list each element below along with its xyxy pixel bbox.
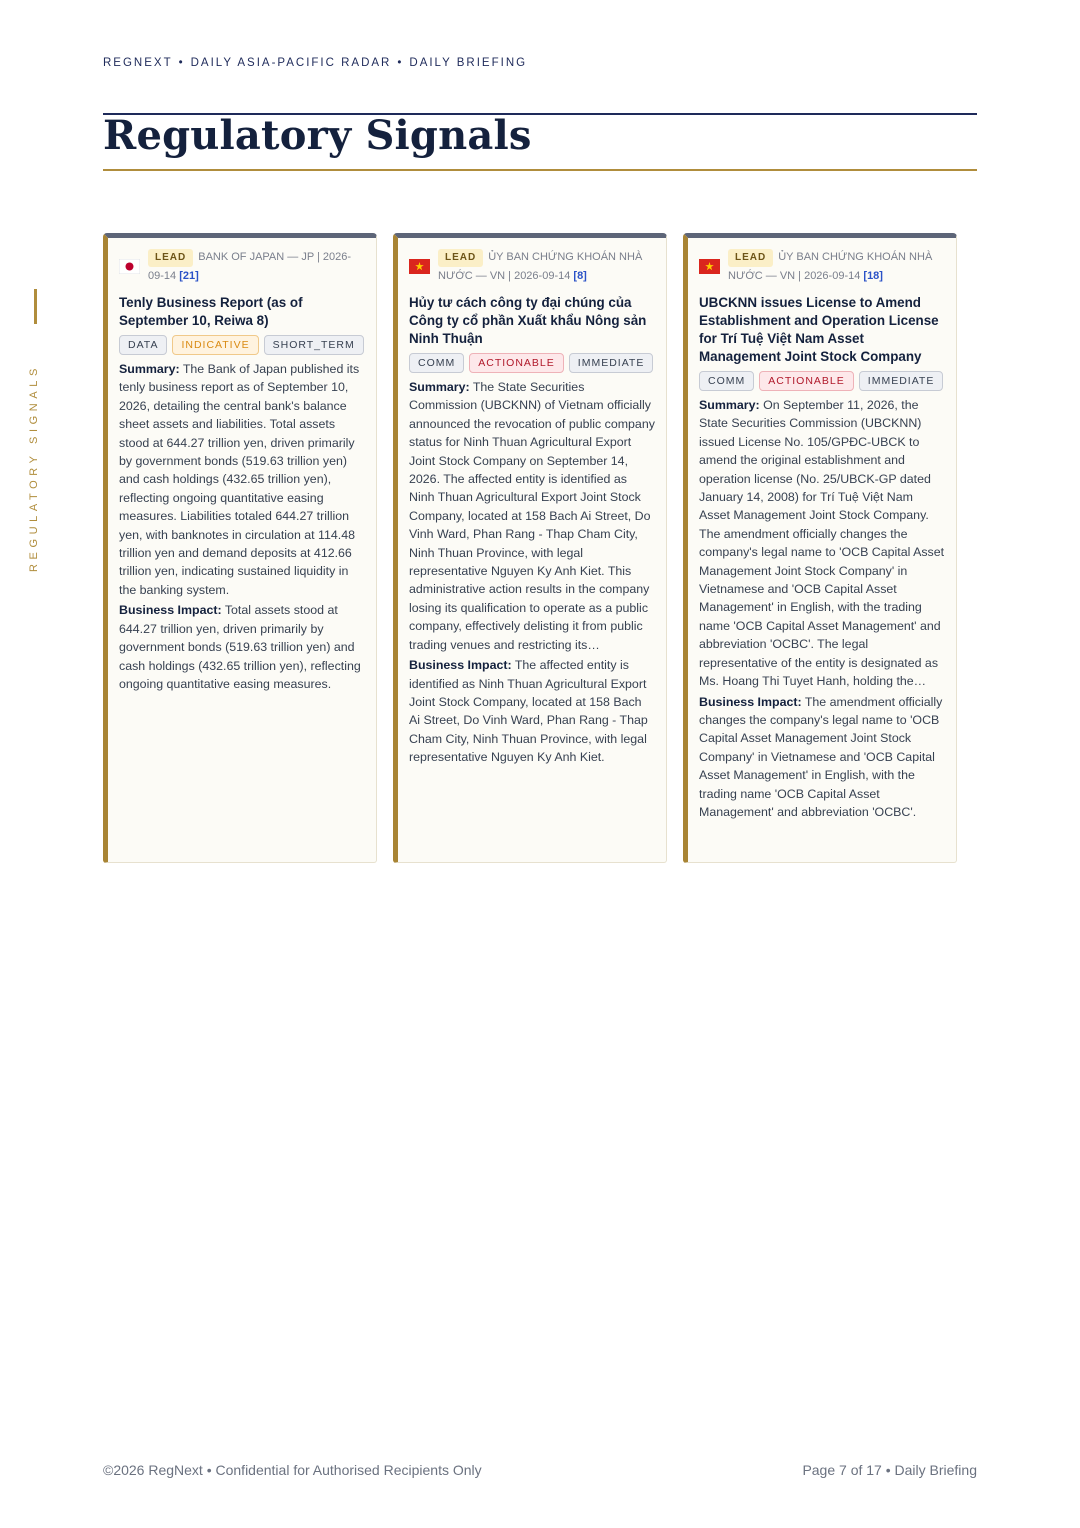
card-title[interactable]: UBCKNN issues License to Amend Establishment and Operation License for Trí Tuệ Việt Nam Asset Management Joint Stock Company	[699, 295, 939, 364]
impact-label: Business Impact:	[409, 658, 512, 673]
tag-immediate: IMMEDIATE	[569, 353, 654, 373]
signal-card	[683, 233, 957, 863]
card-title[interactable]: Hủy tư cách công ty đại chúng của Công ty cổ phần Xuất khẩu Nông sản Ninh Thuận	[409, 295, 647, 346]
impact-label: Business Impact:	[699, 694, 802, 709]
tag-row	[699, 371, 945, 391]
summary-text: On September 11, 2026, the State Securities Commission (UBCKNN) issued License No. 105/GPĐC-UBCK to amend the original establishment and operation license (No. 25/UBCK-GP dated January 14, 2008) for Trí Tuệ Việt Nam Asset Management Joint Stock Company. The amendment officially changes the company's legal name to 'OCB Capital Asset Management Joint Stock Company' in Vietnamese and 'OCB Capital Asset Management' in English, with the trading name 'OCB Capital Asset Management' and abbreviation 'OCBC'. The legal representative of the entity is designated as Ms. Hoang Thi Tuyet Hanh, holding the…	[699, 398, 945, 689]
citation-link[interactable]: [21]	[179, 270, 199, 282]
card-source: ỦY BAN CHỨNG KHOÁN NHÀ NƯỚC — VN | 2026-09-14	[438, 251, 643, 282]
card-summary	[699, 396, 945, 691]
impact-text: Total assets stood at 644.27 trillion yen, driven primarily by government bonds (519.63 trillion yen) and cash holdings (432.65 trillion yen), reflecting ongoing quantitative easing measures.	[119, 603, 361, 691]
card-business-impact	[119, 601, 365, 693]
signal-card	[103, 233, 377, 863]
card-title[interactable]: Tenly Business Report (as of September 10, Reiwa 8)	[119, 295, 303, 328]
tag-actionable: ACTIONABLE	[759, 371, 854, 391]
card-source: ỦY BAN CHỨNG KHOÁN NHÀ NƯỚC — VN | 2026-09-14	[728, 251, 933, 282]
jp-flag-icon	[119, 259, 140, 274]
lead-badge: LEAD	[728, 249, 773, 267]
tag-row	[409, 353, 655, 373]
tag-actionable: ACTIONABLE	[469, 353, 564, 373]
card-summary	[119, 360, 365, 599]
vn-flag-icon	[409, 259, 430, 274]
tag-data: DATA	[119, 335, 167, 355]
header-brand: REGNEXT	[103, 57, 173, 69]
lead-badge: LEAD	[438, 249, 483, 267]
card-meta	[119, 248, 365, 288]
header-separator: •	[178, 57, 185, 69]
impact-text: The amendment officially changes the company's legal name to 'OCB Capital Asset Management Joint Stock Company' in Vietnamese and 'OCB Capital Asset Management' in English, with the trading name 'OCB Capital Asset Management' and abbreviation 'OCBC'.	[699, 694, 943, 819]
side-marker	[34, 289, 37, 324]
summary-text: The State Securities Commission (UBCKNN) of Vietnam officially announced the revocation of public company status for Ninh Thuan Agricultural Export Joint Stock Company on September 14, 2026. The affected entity is identified as Ninh Thuan Agricultural Export Joint Stock Company, located at 158 Bach Ai Street, Do Vinh Ward, Phan Rang - Thap Cham City, Ninh Thuan Province, with legal representative Nguyen Ky Anh Kiet. This administrative action results in the company losing its qualification to operate as a public company, effectively delisting it from public trading venues and restricting its…	[409, 380, 655, 652]
summary-label: Summary:	[699, 398, 760, 412]
summary-text: The Bank of Japan published its tenly business report as of September 10, 2026, detailing the central bank's balance sheet assets and liabilities. Total assets stood at 644.27 trillion yen, driven primarily by government bonds (519.63 trillion yen) and cash holdings (432.65 trillion yen), reflecting ongoing quantitative easing measures. Liabilities totaled 644.27 trillion yen, with banknotes in circulation at 114.48 trillion yen and demand deposits at 412.66 trillion yen, indicating sustained liquidity in the banking system.	[119, 362, 360, 597]
impact-label: Business Impact:	[119, 603, 222, 618]
side-section-label: REGULATORY SIGNALS	[28, 364, 40, 572]
title-bottom-rule	[103, 169, 977, 171]
card-meta	[699, 248, 945, 288]
tag-comm: COMM	[699, 371, 754, 391]
footer-copyright: ©2026 RegNext • Confidential for Authorised Recipients Only	[103, 1462, 482, 1478]
footer-page-number: Page 7 of 17 • Daily Briefing	[802, 1462, 977, 1478]
page-title: Regulatory Signals	[103, 112, 532, 159]
header-doc-type: DAILY BRIEFING	[409, 57, 528, 69]
tag-indicative: INDICATIVE	[172, 335, 258, 355]
impact-text: The affected entity is identified as Ninh Thuan Agricultural Export Joint Stock Company, located at 158 Bach Ai Street, Do Vinh Ward, Phan Rang - Thap Cham City, Ninh Thuan Province, with legal representative Nguyen Ky Anh Kiet.	[409, 658, 648, 765]
summary-label: Summary:	[409, 380, 470, 394]
card-source: BANK OF JAPAN — JP | 2026-09-14	[148, 251, 352, 282]
summary-label: Summary:	[119, 362, 180, 376]
running-header	[103, 57, 527, 69]
card-summary	[409, 378, 655, 654]
tag-row	[119, 335, 365, 355]
header-section: DAILY ASIA-PACIFIC RADAR	[190, 57, 392, 69]
lead-badge: LEAD	[148, 249, 193, 267]
card-business-impact	[699, 693, 945, 822]
citation-link[interactable]: [8]	[573, 270, 587, 282]
tag-immediate: IMMEDIATE	[859, 371, 944, 391]
citation-link[interactable]: [18]	[863, 270, 883, 282]
card-meta	[409, 248, 655, 288]
card-business-impact	[409, 656, 655, 766]
tag-comm: COMM	[409, 353, 464, 373]
header-separator: •	[397, 57, 404, 69]
tag-short-term: SHORT_TERM	[264, 335, 364, 355]
vn-flag-icon	[699, 259, 720, 274]
signal-card	[393, 233, 667, 863]
